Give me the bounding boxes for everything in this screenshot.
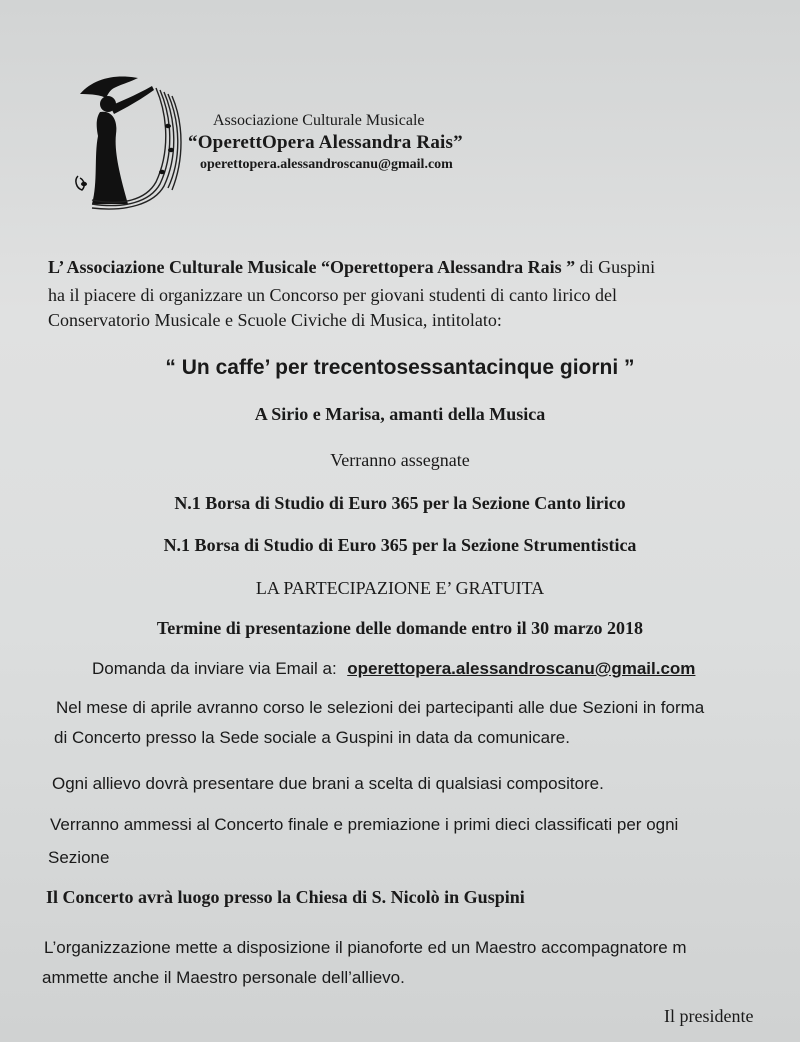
concert-venue: Il Concerto avrà luogo presso la Chiesa di S. Nicolò in Guspini: [46, 887, 525, 907]
dedication: A Sirio e Marisa, amanti della Musica: [254, 404, 546, 424]
send-label: Domanda da inviare via Email a:: [92, 659, 337, 678]
selection-line-2: di Concerto presso la Sede sociale a Guspini in data da comunicare.: [54, 728, 570, 747]
contest-title: “ Un caffe’ per trecentosessantacinque giorni ”: [165, 356, 635, 379]
piano-line-1: L’organizzazione mette a disposizione il pianoforte ed un Maestro accompagnatore m: [44, 938, 687, 957]
intro-location: di Guspini: [575, 257, 656, 277]
award-canto-lirico: N.1 Borsa di Studio di Euro 365 per la Sezione Canto lirico: [174, 493, 626, 513]
finalists-line-2: Sezione: [48, 848, 110, 867]
free-participation-notice: LA PARTECIPAZIONE E’ GRATUITA: [255, 578, 545, 598]
singer-silhouette-with-music-staff-icon: [72, 72, 184, 212]
contact-email-link[interactable]: operettopera.alessandroscanu@gmail.com: [347, 659, 696, 678]
intro-line-3: Conservatorio Musicale e Scuole Civiche di Musica, intitolato:: [48, 310, 502, 330]
award-strumentistica: N.1 Borsa di Studio di Euro 365 per la Sezione Strumentistica: [163, 535, 637, 555]
header-email: operettopera.alessandroscanu@gmail.com: [200, 157, 453, 172]
send-application-line: [92, 658, 695, 679]
deadline: Termine di presentazione delle domande entro il 30 marzo 2018: [156, 618, 644, 638]
intro-line-1: [48, 257, 655, 278]
signature-president: Il presidente: [664, 1006, 754, 1026]
pieces-requirement: Ogni allievo dovrà presentare due brani a scelta di qualsiasi compositore.: [52, 774, 604, 793]
intro-association-name: L’ Associazione Culturale Musicale “Operettopera Alessandra Rais ”: [48, 257, 576, 277]
association-title: “OperettOpera Alessandra Rais”: [188, 132, 463, 153]
association-label: Associazione Culturale Musicale: [213, 112, 425, 129]
piano-line-2: ammette anche il Maestro personale dell’allievo.: [42, 968, 405, 987]
intro-line-2: ha il piacere di organizzare un Concorso per giovani studenti di canto lirico del: [48, 285, 617, 305]
finalists-line-1: Verranno ammessi al Concerto finale e premiazione i primi dieci classificati per ogni: [50, 815, 679, 834]
awards-intro: Verranno assegnate: [330, 450, 470, 470]
selection-line-1: Nel mese di aprile avranno corso le selezioni dei partecipanti alle due Sezioni in forma: [56, 698, 705, 717]
